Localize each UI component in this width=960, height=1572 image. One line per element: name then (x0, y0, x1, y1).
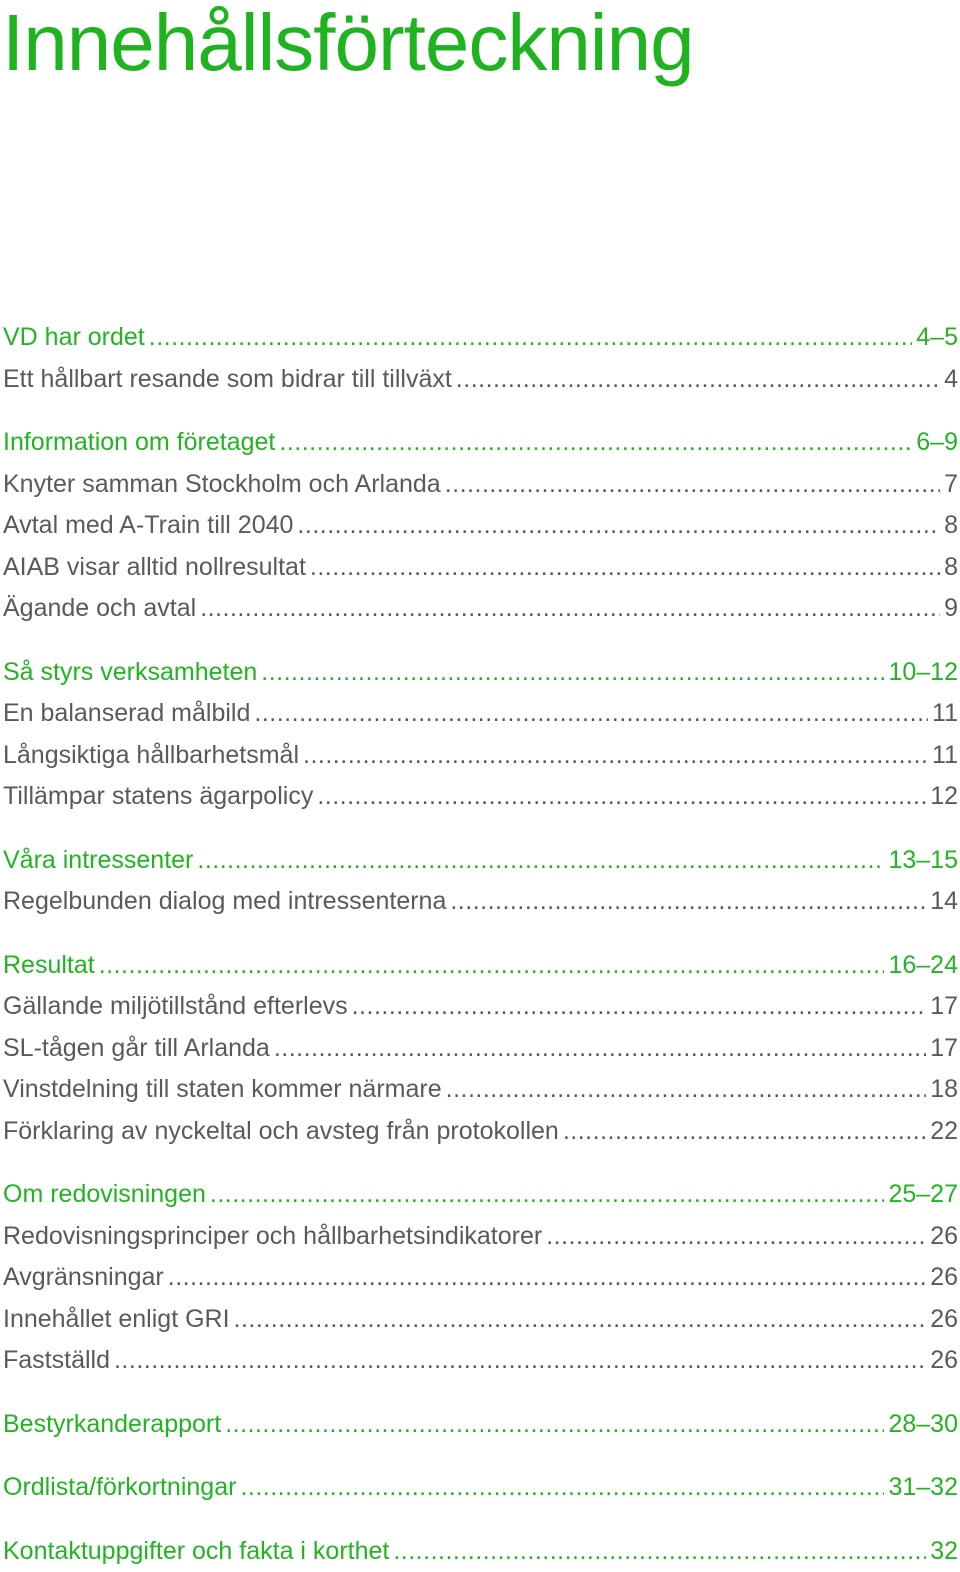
dot-leader (274, 1028, 926, 1070)
toc-entry[interactable] (3, 881, 958, 923)
page-number: 4–5 (916, 317, 958, 359)
page-number: 13–15 (888, 840, 958, 882)
page-number: 12 (930, 776, 958, 818)
toc-entry-label: Innehållet enligt GRI (3, 1299, 230, 1341)
toc-section-heading[interactable] (3, 1404, 958, 1446)
page-number: 11 (932, 693, 958, 735)
page-number: 8 (944, 547, 958, 589)
toc-entry[interactable] (3, 735, 958, 777)
toc-entry-label: Fastställd (3, 1340, 110, 1382)
toc-heading-label: Bestyrkanderapport (3, 1404, 221, 1446)
toc-section-heading[interactable] (3, 422, 958, 464)
toc-entry-label: Redovisningsprinciper och hållbarhetsindikatorer (3, 1216, 542, 1258)
toc-entry-label: Vinstdelning till staten kommer närmare (3, 1069, 442, 1111)
toc-entry[interactable] (3, 986, 958, 1028)
toc-section (3, 317, 958, 400)
dot-leader (310, 547, 940, 589)
toc-heading-label: Så styrs verksamheten (3, 652, 257, 694)
page-number: 26 (930, 1340, 958, 1382)
dot-leader (240, 1467, 884, 1509)
page-number: 32 (930, 1531, 958, 1572)
toc-heading-label: Information om företaget (3, 422, 275, 464)
dot-leader (200, 588, 940, 630)
page-number: 26 (930, 1257, 958, 1299)
toc-entry[interactable] (3, 588, 958, 630)
dot-leader (563, 1111, 926, 1153)
page-number: 28–30 (888, 1404, 958, 1446)
toc-entry[interactable] (3, 776, 958, 818)
toc-entry[interactable] (3, 464, 958, 506)
toc-section (3, 652, 958, 818)
toc-section (3, 422, 958, 630)
toc-entry-label: AIAB visar alltid nollresultat (3, 547, 306, 589)
dot-leader (450, 881, 926, 923)
toc-entry-label: Ägande och avtal (3, 588, 196, 630)
toc-entry-label: Gällande miljötillstånd efterlevs (3, 986, 348, 1028)
dot-leader (546, 1216, 926, 1258)
toc-entry-label: Avtal med A-Train till 2040 (3, 505, 293, 547)
dot-leader (352, 986, 927, 1028)
page-number: 26 (930, 1299, 958, 1341)
toc-section (3, 840, 958, 923)
page-number: 8 (944, 505, 958, 547)
table-of-contents (3, 317, 958, 1572)
toc-heading-label: VD har ordet (3, 317, 145, 359)
toc-entry[interactable] (3, 359, 958, 401)
toc-heading-label: Kontaktuppgifter och fakta i korthet (3, 1531, 389, 1572)
dot-leader (225, 1404, 884, 1446)
dot-leader (254, 693, 928, 735)
toc-section (3, 1467, 958, 1509)
toc-section-heading[interactable] (3, 1531, 958, 1572)
page-number: 6–9 (916, 422, 958, 464)
toc-heading-label: Ordlista/förkortningar (3, 1467, 236, 1509)
dot-leader (445, 464, 940, 506)
dot-leader (317, 776, 926, 818)
page-title: Innehållsförteckning (2, 0, 694, 86)
toc-entry-label: Långsiktiga hållbarhetsmål (3, 735, 299, 777)
toc-section-heading[interactable] (3, 652, 958, 694)
toc-entry-label: En balanserad målbild (3, 693, 250, 735)
toc-section-heading[interactable] (3, 1467, 958, 1509)
page-number: 31–32 (888, 1467, 958, 1509)
toc-entry-label: Förklaring av nyckeltal och avsteg från protokollen (3, 1111, 559, 1153)
dot-leader (456, 359, 940, 401)
page-number: 25–27 (888, 1174, 958, 1216)
toc-entry-label: Knyter samman Stockholm och Arlanda (3, 464, 441, 506)
toc-entry[interactable] (3, 1299, 958, 1341)
page-number: 4 (944, 359, 958, 401)
dot-leader (99, 945, 885, 987)
toc-entry[interactable] (3, 693, 958, 735)
toc-heading-label: Resultat (3, 945, 95, 987)
toc-section (3, 945, 958, 1153)
toc-entry[interactable] (3, 1216, 958, 1258)
dot-leader (393, 1531, 926, 1572)
toc-heading-label: Om redovisningen (3, 1174, 206, 1216)
page-number: 17 (930, 986, 958, 1028)
dot-leader (303, 735, 928, 777)
page-number: 14 (930, 881, 958, 923)
dot-leader (197, 840, 884, 882)
page-number: 7 (944, 464, 958, 506)
page-number: 10–12 (888, 652, 958, 694)
dot-leader (114, 1340, 926, 1382)
toc-entry[interactable] (3, 1028, 958, 1070)
toc-entry[interactable] (3, 505, 958, 547)
toc-entry-label: Tillämpar statens ägarpolicy (3, 776, 313, 818)
toc-heading-label: Våra intressenter (3, 840, 193, 882)
toc-entry[interactable] (3, 1069, 958, 1111)
page-number: 9 (944, 588, 958, 630)
toc-section-heading[interactable] (3, 317, 958, 359)
dot-leader (210, 1174, 885, 1216)
toc-section-heading[interactable] (3, 1174, 958, 1216)
toc-section-heading[interactable] (3, 840, 958, 882)
toc-entry-label: Regelbunden dialog med intressenterna (3, 881, 446, 923)
dot-leader (168, 1257, 926, 1299)
page-number: 17 (930, 1028, 958, 1070)
toc-entry[interactable] (3, 1257, 958, 1299)
dot-leader (279, 422, 912, 464)
dot-leader (234, 1299, 927, 1341)
dot-leader (261, 652, 884, 694)
toc-section (3, 1404, 958, 1446)
page-number: 18 (930, 1069, 958, 1111)
dot-leader (149, 317, 913, 359)
dot-leader (297, 505, 940, 547)
toc-entry-label: Ett hållbart resande som bidrar till tillväxt (3, 359, 452, 401)
toc-entry-label: SL-tågen går till Arlanda (3, 1028, 270, 1070)
page-number: 16–24 (888, 945, 958, 987)
page-number: 26 (930, 1216, 958, 1258)
dot-leader (446, 1069, 927, 1111)
toc-entry[interactable] (3, 1340, 958, 1382)
toc-section (3, 1174, 958, 1382)
toc-entry-label: Avgränsningar (3, 1257, 164, 1299)
toc-section-heading[interactable] (3, 945, 958, 987)
page-number: 11 (932, 735, 958, 777)
toc-section (3, 1531, 958, 1572)
page-number: 22 (930, 1111, 958, 1153)
toc-entry[interactable] (3, 1111, 958, 1153)
toc-entry[interactable] (3, 547, 958, 589)
